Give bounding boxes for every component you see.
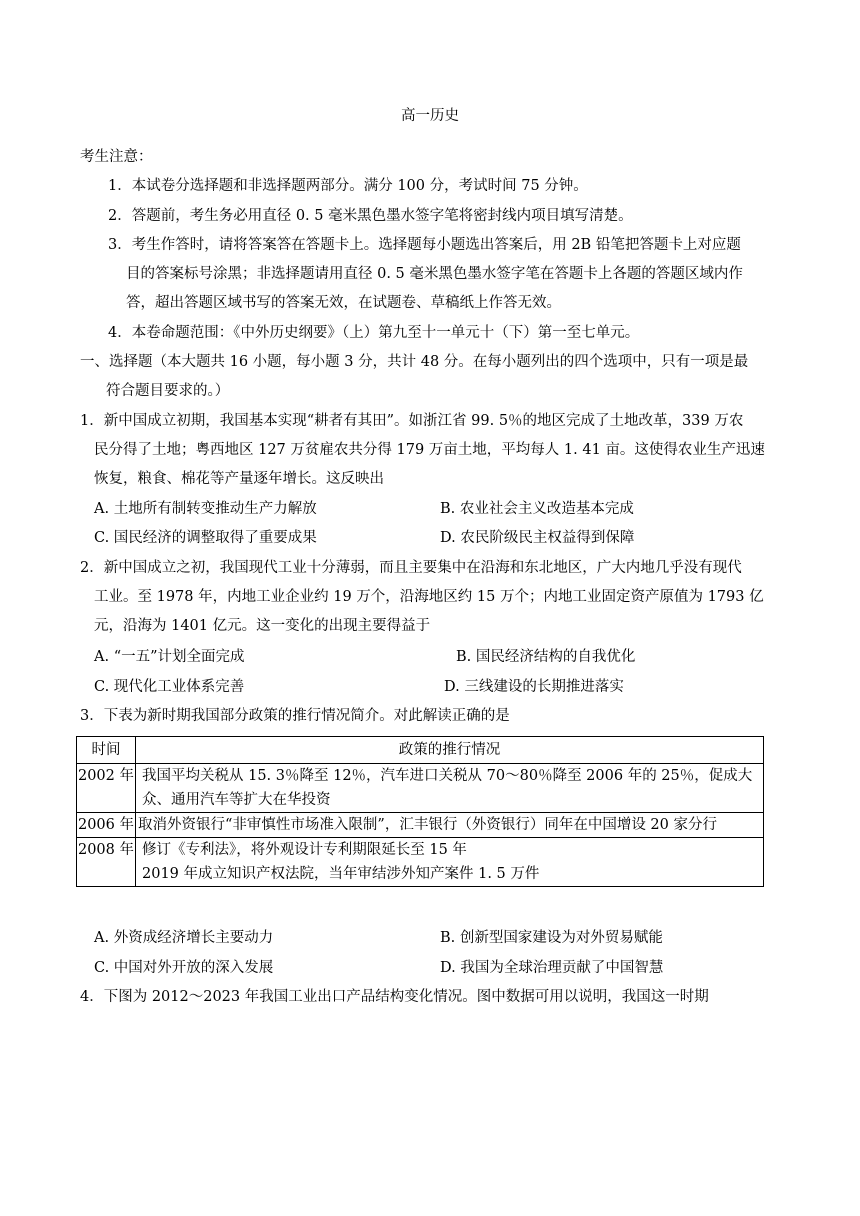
question-4-stem: 4．下图为 2012～2023 年我国工业出口产品结构变化情况。图中数据可用以说明，我国这一时期 [80,989,709,1005]
table-cell-year: 2002 年 [77,764,136,813]
notice-item-2: 2．答题前，考生务必用直径 0. 5 毫米黑色墨水签字笔将密封线内项目填写清楚。 [108,208,633,224]
table-row [77,813,764,838]
question-2-option-a[interactable]: A. “一五”计划全面完成 [94,649,245,665]
notice-item-4: 4．本卷命题范围：《中外历史纲要》（上）第九至十一单元十（下）第一至七单元。 [108,325,640,341]
notice-item-1: 1．本试卷分选择题和非选择题两部分。满分 100 分，考试时间 75 分钟。 [108,178,588,194]
question-3-option-a[interactable]: A. 外资成经济增长主要动力 [94,930,274,946]
table-header-time: 时间 [77,737,136,764]
table-cell-policy: 修订《专利法》，将外观设计专利期限延长至 15 年 2019 年成立知识产权法院，当年审结涉外知产案件 1. 5 万件 [136,838,764,887]
table-cell-year: 2008 年 [77,838,136,887]
table-row [77,764,764,813]
question-1-option-a[interactable]: A. 土地所有制转变推动生产力解放 [94,501,317,517]
section-heading: 一、选择题（本大题共 16 小题，每小题 3 分，共计 48 分。在每小题列出的四个选项中，只有一项是最 [80,354,749,370]
question-1-option-c[interactable]: C. 国民经济的调整取得了重要成果 [94,530,317,546]
table-header-row [77,737,764,764]
question-1-option-b[interactable]: B. 农业社会主义改造基本完成 [440,501,634,517]
table-cell-year: 2006 年 [77,813,136,838]
question-1-line-2: 民分得了土地；粤西地区 127 万贫雇农共分得 179 万亩土地，平均每人 1. 41 亩。这使得农业生产迅速 [94,442,765,458]
question-3-option-d[interactable]: D. 我国为全球治理贡献了中国智慧 [440,960,664,976]
question-2-option-b[interactable]: B. 国民经济结构的自我优化 [456,649,636,665]
question-2-line-3: 元，沿海为 1401 亿元。这一变化的出现主要得益于 [94,618,431,634]
table-cell-policy: 我国平均关税从 15. 3％降至 12％，汽车进口关税从 70～80％降至 2006 年的 25％，促成大 众、通用汽车等扩大在华投资 [136,764,764,813]
question-3-option-b[interactable]: B. 创新型国家建设为对外贸易赋能 [440,930,663,946]
question-3-stem: 3．下表为新时期我国部分政策的推行情况简介。对此解读正确的是 [80,708,510,724]
notice-item-3-cont2: 答，超出答题区域书写的答案无效，在试题卷、草稿纸上作答无效。 [126,295,561,311]
notice-heading: 考生注意： [80,149,153,165]
notice-item-3: 3．考生作答时，请将答案答在答题卡上。选择题每小题选出答案后，用 2B 铅笔把答题卡上对应题 [108,237,741,253]
question-2-line-1: 2．新中国成立之初，我国现代工业十分薄弱，而且主要集中在沿海和东北地区，广大内地几乎没有现代 [80,560,742,576]
question-2-option-d[interactable]: D. 三线建设的长期推进落实 [444,679,624,695]
page-title: 高一历史 [401,108,459,124]
policy-table [76,736,764,887]
section-heading-cont: 符合题目要求的。） [106,383,230,399]
table-cell-policy: 取消外资银行“非审慎性市场准入限制”，汇丰银行（外资银行）同年在中国增设 20 家分行 [136,813,764,838]
question-1-option-d[interactable]: D. 农民阶级民主权益得到保障 [440,530,635,546]
question-3-option-c[interactable]: C. 中国对外开放的深入发展 [94,960,274,976]
question-2-line-2: 工业。至 1978 年，内地工业企业约 19 万个，沿海地区约 15 万个；内地工业固定资产原值为 1793 亿 [94,589,764,605]
notice-item-3-cont: 目的答案标号涂黑；非选择题请用直径 0. 5 毫米黑色墨水签字笔在答题卡上各题的答题区域内作 [126,266,743,282]
question-1-line-3: 恢复，粮食、棉花等产量逐年增长。这反映出 [94,471,384,487]
table-header-policy: 政策的推行情况 [136,737,764,764]
table-row [77,838,764,887]
question-2-option-c[interactable]: C. 现代化工业体系完善 [94,679,245,695]
question-1-line-1: 1．新中国成立初期，我国基本实现“耕者有其田”。如浙江省 99. 5％的地区完成了土地改革，339 万农 [80,413,744,429]
